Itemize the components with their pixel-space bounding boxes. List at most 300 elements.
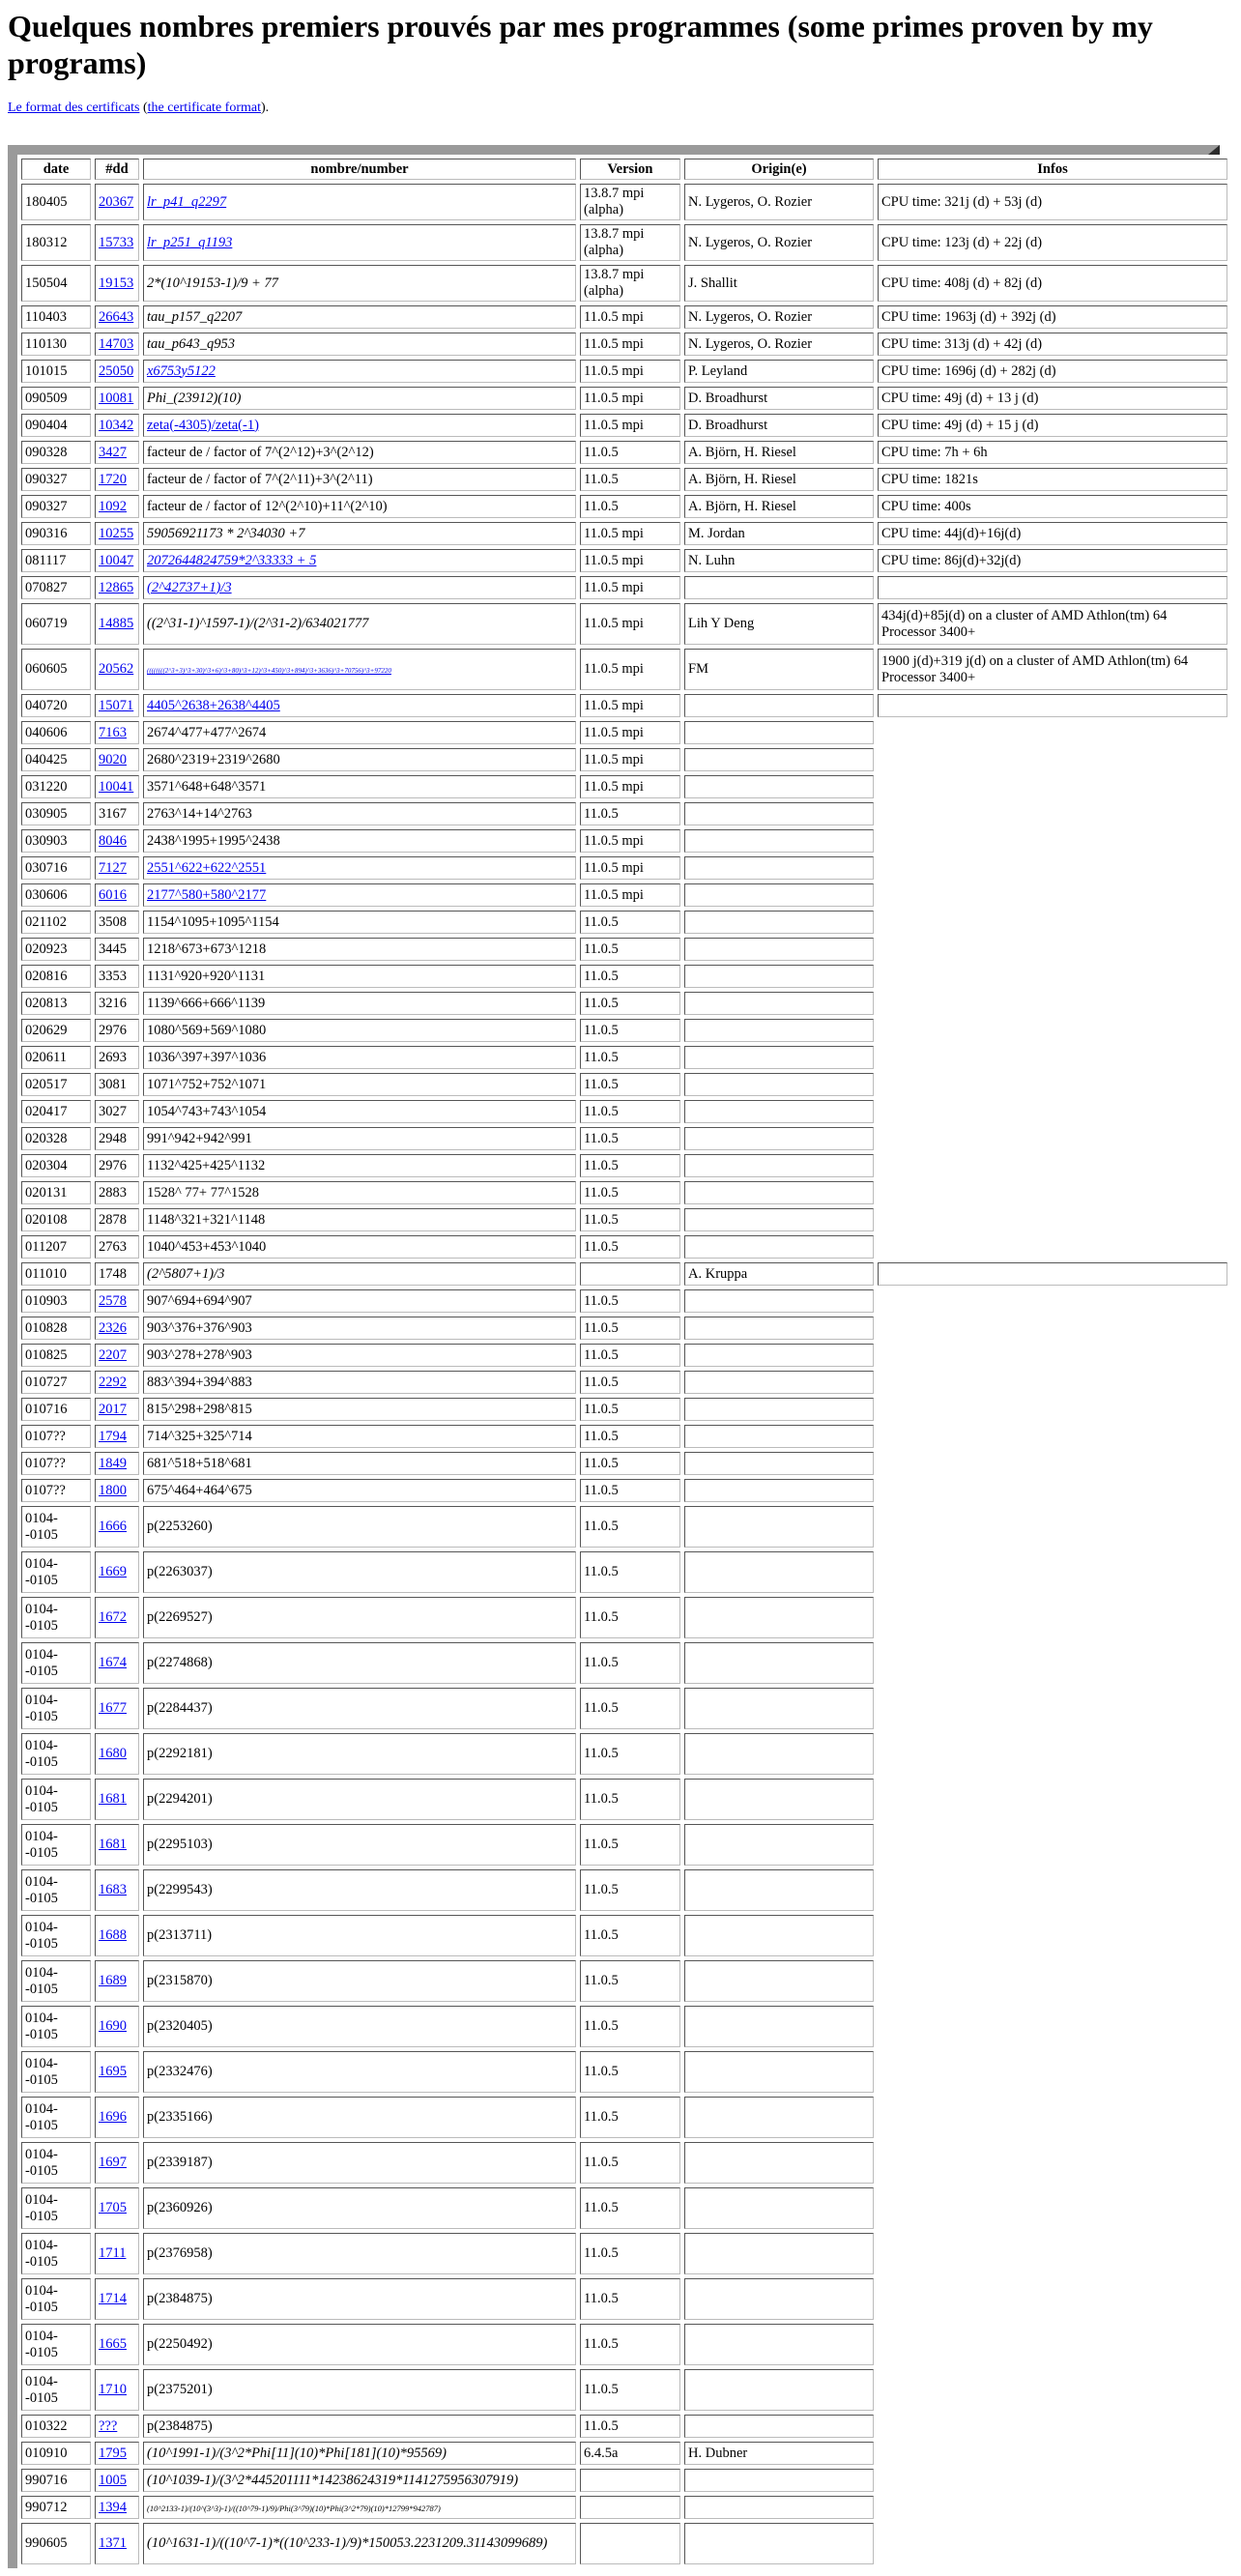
cell-origin: Lih Y Deng <box>684 603 874 645</box>
cell-version: 11.0.5 <box>580 1915 680 1956</box>
cell-origin <box>684 938 874 961</box>
cell-version: 11.0.5 <box>580 1127 680 1150</box>
number-text: 1080^569+569^1080 <box>147 1022 267 1038</box>
cell-dd <box>95 549 139 572</box>
cell-origin <box>684 1398 874 1421</box>
cell-version: 11.0.5 <box>580 1154 680 1177</box>
cell-version: 11.0.5 <box>580 2097 680 2138</box>
number-link[interactable]: x6753y5122 <box>147 362 216 379</box>
cell-dd <box>95 1398 139 1421</box>
cell-date: 180405 <box>21 184 91 220</box>
dd-link[interactable]: 1677 <box>99 1700 127 1716</box>
cell-dd: 3081 <box>95 1073 139 1096</box>
cell-infos <box>878 1073 1227 1096</box>
cell-number <box>143 495 576 518</box>
cell-origin <box>684 2097 874 2138</box>
table-row <box>21 1344 1227 1367</box>
cell-infos: CPU time: 1696j (d) + 282j (d) <box>878 360 1227 383</box>
cell-infos: CPU time: 1821s <box>878 468 1227 491</box>
cell-version: 13.8.7 mpi (alpha) <box>580 224 680 261</box>
cell-dd <box>95 2006 139 2047</box>
table-row <box>21 1100 1227 1123</box>
dd-link[interactable]: 1720 <box>99 471 127 487</box>
cell-number <box>143 1506 576 1548</box>
cell-infos <box>878 2523 1227 2564</box>
dd-link[interactable]: 1371 <box>99 2535 127 2551</box>
cell-infos <box>878 1733 1227 1775</box>
number-text: 2438^1995+1995^2438 <box>147 832 280 849</box>
cell-number <box>143 2233 576 2274</box>
table-row <box>21 748 1227 771</box>
dd-link[interactable]: 8046 <box>99 832 127 849</box>
cell-infos <box>878 1181 1227 1204</box>
dd-link[interactable]: 2292 <box>99 1374 127 1390</box>
cell-dd <box>95 1824 139 1866</box>
table-row <box>21 775 1227 798</box>
cell-infos: CPU time: 49j (d) + 15 j (d) <box>878 414 1227 437</box>
cell-date: 090316 <box>21 522 91 545</box>
cell-number <box>143 549 576 572</box>
dd-link[interactable]: 10081 <box>99 390 134 406</box>
dd-link[interactable]: 1710 <box>99 2382 127 2397</box>
cell-dd: 2693 <box>95 1046 139 1069</box>
dd-link[interactable]: 20367 <box>99 193 134 210</box>
dd-link[interactable]: 20562 <box>99 661 134 677</box>
cell-version: 11.0.5 mpi <box>580 603 680 645</box>
cell-version: 11.0.5 mpi <box>580 649 680 690</box>
cell-date: 0104--0105 <box>21 1824 91 1866</box>
cell-version: 11.0.5 <box>580 2006 680 2047</box>
cell-infos <box>878 2187 1227 2229</box>
cell-version: 11.0.5 <box>580 1824 680 1866</box>
cell-number <box>143 649 576 690</box>
dd-link[interactable]: 7127 <box>99 859 127 876</box>
certificate-format-link-fr[interactable]: Le format des certificats <box>8 101 140 115</box>
number-text: 1154^1095+1095^1154 <box>147 913 279 930</box>
cell-origin <box>684 802 874 825</box>
dd-link[interactable]: 12865 <box>99 579 134 595</box>
cell-dd <box>95 522 139 545</box>
dd-link[interactable]: 10047 <box>99 552 134 568</box>
cell-infos: CPU time: 321j (d) + 53j (d) <box>878 184 1227 220</box>
cell-number <box>143 1824 576 1866</box>
dd-link[interactable]: 2017 <box>99 1401 127 1417</box>
table-row <box>21 1289 1227 1313</box>
number-text: p(2284437) <box>147 1700 213 1716</box>
cell-date: 020816 <box>21 965 91 988</box>
cell-dd <box>95 883 139 907</box>
cell-dd: 3216 <box>95 992 139 1015</box>
dd-link[interactable]: 1669 <box>99 1564 127 1579</box>
dd-link[interactable]: 1672 <box>99 1609 127 1625</box>
dd-link[interactable]: 1681 <box>99 1791 127 1807</box>
dd-link[interactable]: 6016 <box>99 886 127 903</box>
dd-link[interactable]: 15071 <box>99 697 134 713</box>
table-row <box>21 360 1227 383</box>
cell-dd <box>95 1733 139 1775</box>
cell-origin <box>684 694 874 717</box>
cell-origin: M. Jordan <box>684 522 874 545</box>
cell-origin <box>684 1597 874 1638</box>
cell-infos <box>878 2097 1227 2138</box>
cell-date: 990712 <box>21 2496 91 2519</box>
number-text: (10^1991-1)/(3^2*Phi[11](10)*Phi[181](10)*95569) <box>147 2445 447 2461</box>
dd-link[interactable]: 3427 <box>99 444 127 460</box>
table-row <box>21 2097 1227 2138</box>
number-link[interactable]: 2177^580+580^2177 <box>147 886 267 903</box>
table-row <box>21 649 1227 690</box>
table-row <box>21 721 1227 744</box>
cell-dd <box>95 414 139 437</box>
cell-dd <box>95 2051 139 2093</box>
intro-paragraph <box>8 101 1233 116</box>
dd-link[interactable]: 1689 <box>99 1973 127 1988</box>
table-row <box>21 1073 1227 1096</box>
cell-version: 11.0.5 <box>580 1597 680 1638</box>
number-text: 2674^477+477^2674 <box>147 724 267 740</box>
cell-version: 11.0.5 <box>580 1452 680 1475</box>
number-link[interactable]: ((((((((2^3+3)^3+30)^3+6)^3+80)^3+12)^3+450)^3+894)^3+3636)^3+70756)^3+97220 <box>147 667 391 675</box>
table-row <box>21 2233 1227 2274</box>
cell-version: 11.0.5 <box>580 1960 680 2002</box>
dd-link[interactable]: 1696 <box>99 2109 127 2125</box>
cell-date: 020131 <box>21 1181 91 1204</box>
dd-link[interactable]: 1394 <box>99 2499 127 2515</box>
number-text: 1131^920+920^1131 <box>147 968 266 984</box>
table-row <box>21 883 1227 907</box>
cell-infos <box>878 2278 1227 2320</box>
cell-version: 11.0.5 <box>580 441 680 464</box>
dd-link[interactable]: 1795 <box>99 2445 127 2461</box>
cell-infos: CPU time: 123j (d) + 22j (d) <box>878 224 1227 261</box>
dd-link[interactable]: 1680 <box>99 1746 127 1761</box>
cell-version: 11.0.5 <box>580 1235 680 1259</box>
dd-link[interactable]: 1714 <box>99 2291 127 2306</box>
cell-dd <box>95 576 139 599</box>
cell-infos <box>878 1019 1227 1042</box>
cell-number <box>143 2523 576 2564</box>
dd-link[interactable]: 1681 <box>99 1837 127 1852</box>
number-link[interactable]: (2^42737+1)/3 <box>147 579 232 595</box>
cell-date: 010910 <box>21 2442 91 2465</box>
number-text: p(2313711) <box>147 1927 213 1943</box>
dd-link[interactable]: 2326 <box>99 1319 127 1336</box>
cell-origin <box>684 1289 874 1313</box>
cell-number <box>143 2187 576 2229</box>
dd-link[interactable]: 26643 <box>99 308 134 325</box>
cell-number <box>143 387 576 410</box>
cell-number <box>143 305 576 329</box>
cell-dd <box>95 2496 139 2519</box>
cell-origin <box>684 2369 874 2411</box>
number-text: 1139^666+666^1139 <box>147 995 266 1011</box>
table-row <box>21 1398 1227 1421</box>
cell-infos <box>878 1915 1227 1956</box>
dd-link[interactable]: 2578 <box>99 1292 127 1309</box>
number-text: (10^1631-1)/((10^7-1)*((10^233-1)/9)*150053.2231209.31143099689) <box>147 2535 548 2551</box>
cell-version: 11.0.5 mpi <box>580 775 680 798</box>
cell-number <box>143 694 576 717</box>
cell-number <box>143 2469 576 2492</box>
number-link[interactable]: 4405^2638+2638^4405 <box>147 697 280 713</box>
cell-origin <box>684 1317 874 1340</box>
table-row <box>21 1479 1227 1502</box>
cell-version: 11.0.5 mpi <box>580 333 680 356</box>
dd-link[interactable]: 1800 <box>99 1482 127 1498</box>
cell-number <box>143 2324 576 2365</box>
cell-origin: N. Luhn <box>684 549 874 572</box>
number-text: 903^376+376^903 <box>147 1319 252 1336</box>
dd-link[interactable]: 7163 <box>99 724 127 740</box>
cell-number <box>143 883 576 907</box>
cell-origin <box>684 1869 874 1911</box>
cell-origin <box>684 576 874 599</box>
dd-link[interactable]: 1695 <box>99 2064 127 2079</box>
cell-version: 11.0.5 mpi <box>580 883 680 907</box>
table-row <box>21 414 1227 437</box>
number-link[interactable]: 2551^622+622^2551 <box>147 859 267 876</box>
dd-link[interactable]: 1688 <box>99 1927 127 1943</box>
cell-dd <box>95 2523 139 2564</box>
cell-number <box>143 441 576 464</box>
number-text: 714^325+325^714 <box>147 1428 252 1444</box>
dd-link[interactable]: 15733 <box>99 234 134 250</box>
dd-link[interactable]: 1674 <box>99 1655 127 1670</box>
table-row <box>21 2187 1227 2229</box>
cell-origin <box>684 748 874 771</box>
cell-origin <box>684 775 874 798</box>
cell-date: 090327 <box>21 495 91 518</box>
cell-version: 11.0.5 <box>580 965 680 988</box>
dd-link[interactable]: 1697 <box>99 2155 127 2170</box>
dd-link[interactable]: 1665 <box>99 2336 127 2352</box>
dd-link[interactable]: 19153 <box>99 275 134 291</box>
cell-origin <box>684 1688 874 1729</box>
cell-date: 0104--0105 <box>21 1506 91 1548</box>
cell-version: 11.0.5 <box>580 802 680 825</box>
cell-dd: 2878 <box>95 1208 139 1231</box>
cell-date: 090509 <box>21 387 91 410</box>
table-row <box>21 1551 1227 1593</box>
cell-dd <box>95 305 139 329</box>
cell-infos <box>878 883 1227 907</box>
cell-date: 010322 <box>21 2415 91 2438</box>
cell-origin: N. Lygeros, O. Rozier <box>684 224 874 261</box>
cell-date: 040606 <box>21 721 91 744</box>
table-row <box>21 2324 1227 2365</box>
cell-date: 0104--0105 <box>21 2233 91 2274</box>
cell-version: 11.0.5 <box>580 1425 680 1448</box>
cell-infos: 1900 j(d)+319 j(d) on a cluster of AMD Athlon(tm) 64 Processor 3400+ <box>878 649 1227 690</box>
cell-version: 11.0.5 mpi <box>580 414 680 437</box>
cell-infos <box>878 1960 1227 2002</box>
table-row <box>21 1371 1227 1394</box>
cell-number <box>143 1425 576 1448</box>
cell-number <box>143 2278 576 2320</box>
cell-date: 0107?? <box>21 1425 91 1448</box>
cell-number <box>143 1235 576 1259</box>
cell-dd: 3027 <box>95 1100 139 1123</box>
cell-dd <box>95 2324 139 2365</box>
cell-dd <box>95 1915 139 1956</box>
cell-infos <box>878 1479 1227 1502</box>
dd-link[interactable]: 14885 <box>99 616 134 631</box>
table-row <box>21 1208 1227 1231</box>
cell-origin: A. Björn, H. Riesel <box>684 468 874 491</box>
dd-link[interactable]: 10255 <box>99 525 134 541</box>
cell-origin: N. Lygeros, O. Rozier <box>684 184 874 220</box>
cell-origin: D. Broadhurst <box>684 414 874 437</box>
cell-dd <box>95 1960 139 2002</box>
cell-infos <box>878 1642 1227 1684</box>
dd-link[interactable]: 1705 <box>99 2200 127 2215</box>
cell-date: 0104--0105 <box>21 2324 91 2365</box>
cell-version: 11.0.5 <box>580 1019 680 1042</box>
cell-version: 11.0.5 <box>580 1479 680 1502</box>
cell-date: 020417 <box>21 1100 91 1123</box>
dd-link[interactable]: 9020 <box>99 751 127 767</box>
number-text: 681^518+518^681 <box>147 1455 252 1471</box>
number-text: p(2250492) <box>147 2336 213 2352</box>
cell-date: 040720 <box>21 694 91 717</box>
cell-number <box>143 1915 576 1956</box>
dd-link[interactable]: 10041 <box>99 778 134 795</box>
cell-number <box>143 184 576 220</box>
cell-version: 11.0.5 <box>580 911 680 934</box>
cell-number <box>143 1019 576 1042</box>
cell-origin <box>684 1506 874 1548</box>
table-row <box>21 603 1227 645</box>
cell-version: 11.0.5 mpi <box>580 856 680 880</box>
dd-link[interactable]: 10342 <box>99 417 134 433</box>
table-row <box>21 1597 1227 1638</box>
cell-number <box>143 829 576 853</box>
cell-version: 11.0.5 <box>580 2369 680 2411</box>
table-row <box>21 1019 1227 1042</box>
number-text: Phi_(23912)(10) <box>147 390 242 406</box>
table-row <box>21 224 1227 261</box>
cell-infos <box>878 965 1227 988</box>
cell-date: 020328 <box>21 1127 91 1150</box>
cell-dd <box>95 333 139 356</box>
number-link[interactable]: lr_p41_q2297 <box>147 193 227 210</box>
dd-link[interactable]: 1666 <box>99 1519 127 1534</box>
cell-date: 0104--0105 <box>21 1869 91 1911</box>
cell-dd: 2976 <box>95 1154 139 1177</box>
cell-infos <box>878 911 1227 934</box>
cell-date: 0107?? <box>21 1479 91 1502</box>
dd-link[interactable]: 1849 <box>99 1455 127 1471</box>
dd-link[interactable]: 2207 <box>99 1346 127 1363</box>
cell-number <box>143 522 576 545</box>
number-link[interactable]: zeta(-4305)/zeta(-1) <box>147 417 259 433</box>
cell-version: 11.0.5 <box>580 938 680 961</box>
cell-number <box>143 1344 576 1367</box>
cell-dd <box>95 495 139 518</box>
dd-link[interactable]: 1711 <box>99 2245 127 2261</box>
number-text: p(2384875) <box>147 2291 213 2306</box>
cell-number <box>143 1371 576 1394</box>
number-text: 675^464+464^675 <box>147 1482 252 1498</box>
cell-date: 090327 <box>21 468 91 491</box>
cell-dd: 2948 <box>95 1127 139 1150</box>
table-row <box>21 2442 1227 2465</box>
table-row <box>21 333 1227 356</box>
cell-dd <box>95 1869 139 1911</box>
cell-infos <box>878 802 1227 825</box>
number-link[interactable]: 2072644824759*2^33333 + 5 <box>147 552 317 568</box>
dd-link[interactable]: ??? <box>99 2417 118 2434</box>
dd-link[interactable]: 14703 <box>99 335 134 352</box>
number-text: p(2332476) <box>147 2064 213 2079</box>
cell-origin <box>684 1425 874 1448</box>
cell-origin <box>684 1073 874 1096</box>
table-row <box>21 1915 1227 1956</box>
number-text: 1036^397+397^1036 <box>147 1049 267 1065</box>
cell-number <box>143 1398 576 1421</box>
number-link[interactable]: lr_p251_q1193 <box>147 234 233 250</box>
cell-date: 010825 <box>21 1344 91 1367</box>
cell-date: 011207 <box>21 1235 91 1259</box>
cell-version: 11.0.5 <box>580 2278 680 2320</box>
cell-date: 020813 <box>21 992 91 1015</box>
cell-date: 020629 <box>21 1019 91 1042</box>
table-row <box>21 265 1227 302</box>
cell-dd <box>95 1597 139 1638</box>
certificate-format-link-en[interactable]: the certificate format <box>147 101 261 115</box>
table-row <box>21 305 1227 329</box>
cell-date: 0104--0105 <box>21 1597 91 1638</box>
cell-infos <box>878 992 1227 1015</box>
cell-infos <box>878 748 1227 771</box>
dd-link[interactable]: 25050 <box>99 362 134 379</box>
cell-origin: FM <box>684 649 874 690</box>
cell-date: 0104--0105 <box>21 1733 91 1775</box>
number-text: 907^694+694^907 <box>147 1292 252 1309</box>
cell-version <box>580 2496 680 2519</box>
cell-dd: 2883 <box>95 1181 139 1204</box>
cell-number <box>143 2369 576 2411</box>
cell-dd <box>95 1317 139 1340</box>
cell-number <box>143 2051 576 2093</box>
cell-date: 0104--0105 <box>21 1915 91 1956</box>
cell-number <box>143 802 576 825</box>
cell-infos: CPU time: 49j (d) + 13 j (d) <box>878 387 1227 410</box>
cell-version: 11.0.5 <box>580 1869 680 1911</box>
cell-date: 0104--0105 <box>21 1551 91 1593</box>
intro-separator: ( <box>139 101 148 115</box>
dd-link[interactable]: 1683 <box>99 1882 127 1897</box>
number-text: 991^942+942^991 <box>147 1130 252 1146</box>
cell-infos <box>878 2142 1227 2184</box>
table-row <box>21 992 1227 1015</box>
cell-dd <box>95 2442 139 2465</box>
cell-infos <box>878 1235 1227 1259</box>
cell-version: 11.0.5 <box>580 1506 680 1548</box>
cell-date: 0104--0105 <box>21 1688 91 1729</box>
dd-link[interactable]: 1005 <box>99 2472 127 2488</box>
number-text: p(2335166) <box>147 2109 213 2125</box>
cell-origin <box>684 2142 874 2184</box>
cell-dd <box>95 2278 139 2320</box>
dd-link[interactable]: 1690 <box>99 2018 127 2034</box>
cell-infos <box>878 2051 1227 2093</box>
table-row <box>21 2142 1227 2184</box>
dd-link[interactable]: 1794 <box>99 1428 127 1444</box>
cell-infos <box>878 694 1227 717</box>
cell-infos <box>878 2442 1227 2465</box>
dd-link[interactable]: 1092 <box>99 498 127 514</box>
